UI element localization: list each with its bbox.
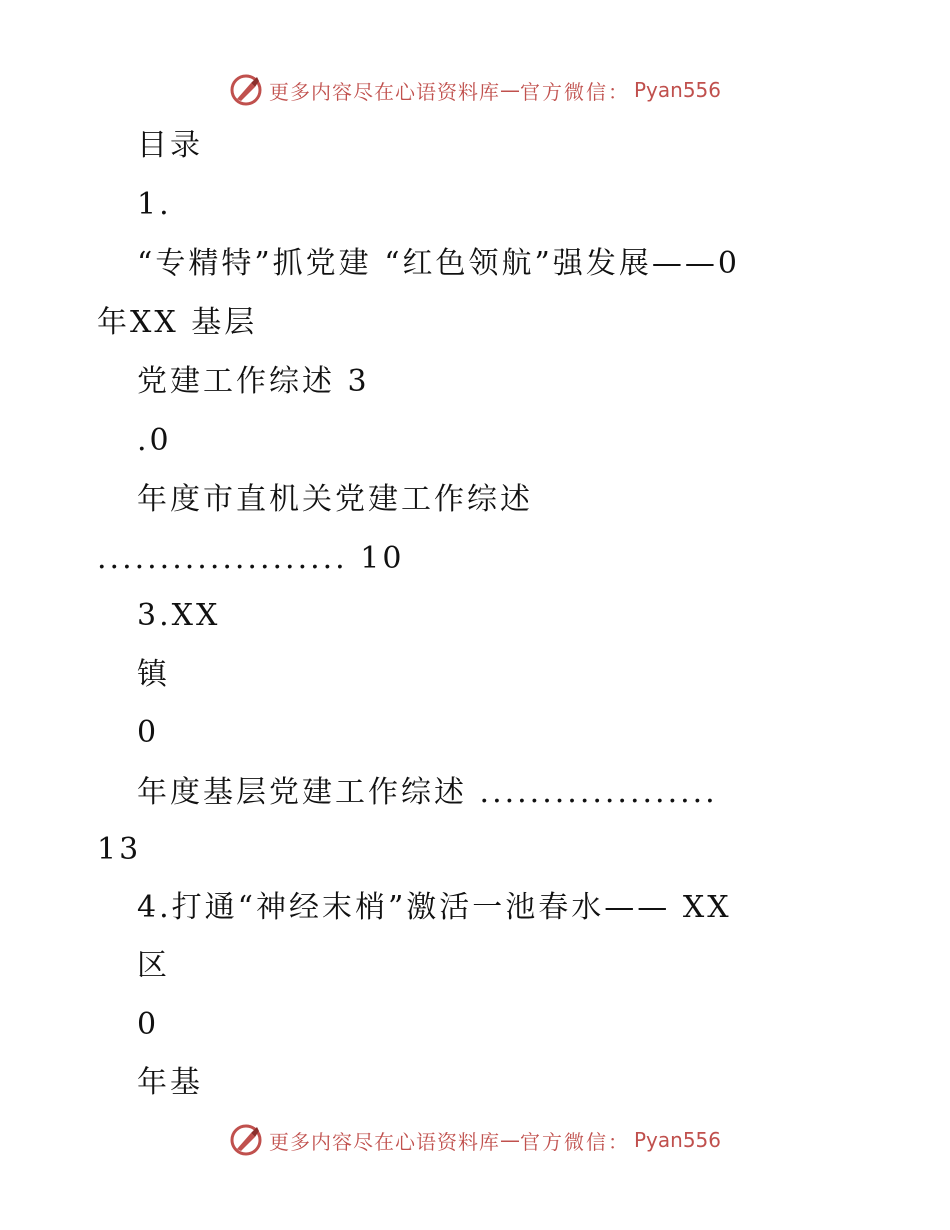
- toc-title: 目录: [137, 128, 203, 163]
- toc-line: 年基: [137, 1065, 203, 1100]
- banner-brand-text: 更多内容尽在心语资料库: [268, 79, 500, 104]
- toc-line: 年XX 基层: [97, 305, 258, 340]
- header-watermark-banner: [0, 70, 950, 110]
- pen-logo-icon: [229, 73, 263, 107]
- toc-line: 年度基层党建工作综述 ...................: [137, 775, 718, 810]
- banner-dash: —: [499, 78, 520, 102]
- pen-logo-icon: [229, 1123, 263, 1157]
- banner-dash: —: [499, 1128, 520, 1152]
- banner-official-label: 官方微信：: [519, 1129, 630, 1154]
- toc-line: .0: [137, 423, 172, 458]
- toc-line: .................... 10: [97, 541, 405, 576]
- footer-watermark-banner: [0, 1120, 950, 1160]
- toc-line: 0: [137, 715, 160, 750]
- toc-line: 0: [137, 1007, 160, 1042]
- banner-brand-text: 更多内容尽在心语资料库: [268, 1129, 500, 1154]
- banner-official-label: 官方微信：: [519, 79, 630, 104]
- banner-wechat-id: Pyan556: [633, 78, 721, 102]
- toc-line: 党建工作综述 3: [137, 364, 370, 399]
- banner-wechat-id: Pyan556: [633, 1128, 721, 1152]
- toc-line: 年度市直机关党建工作综述: [137, 482, 533, 517]
- toc-line: 1.: [137, 187, 172, 222]
- toc-line: 区: [137, 948, 170, 983]
- toc-line: 3.XX: [137, 598, 221, 633]
- toc-line: “专精特”抓党建 “红色领航”强发展——0: [137, 246, 740, 281]
- toc-line: 13: [97, 832, 142, 867]
- toc-line: 镇: [137, 657, 170, 692]
- toc-line: 4.打通“神经末梢”激活一池春水—— XX: [137, 890, 732, 925]
